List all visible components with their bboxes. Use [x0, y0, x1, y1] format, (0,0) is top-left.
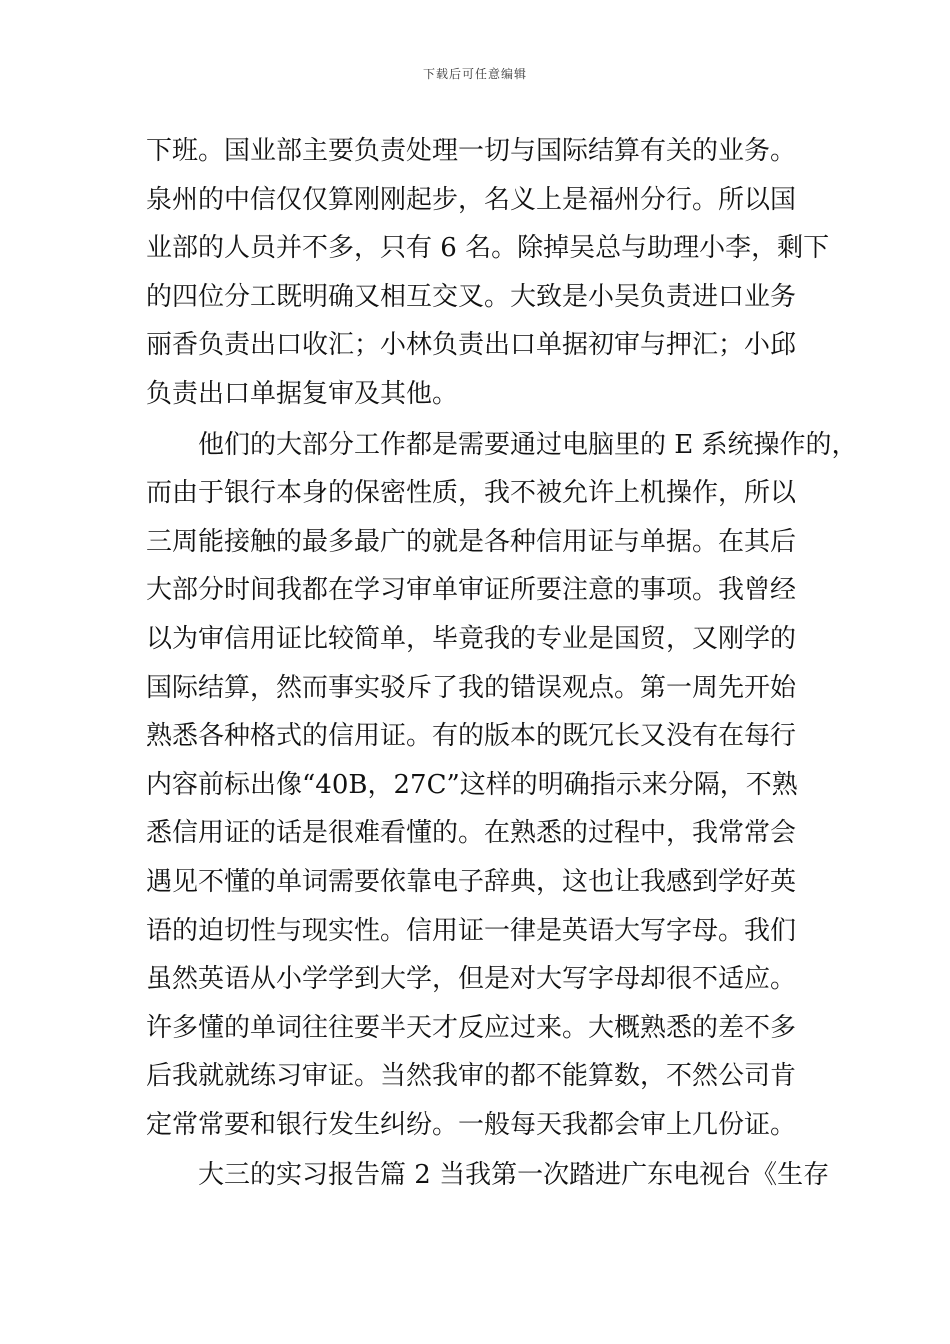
paragraph-2: [146, 421, 858, 1150]
text-line: 的四位分工既明确又相互交叉。大致是小吴负责进口业务: [146, 281, 797, 312]
text-line: 以为审信用证比较简单，毕竟我的专业是国贸，又刚学的: [146, 623, 797, 654]
text-line: 而由于银行本身的保密性质，我不被允许上机操作，所以: [146, 478, 797, 509]
text-line: 遇见不懂的单词需要依靠电子辞典，这也让我感到学好英: [146, 866, 797, 897]
page-header: 下载后可任意编辑: [422, 67, 527, 81]
text-line: 下班。国业部主要负责处理一切与国际结算有关的业务。: [146, 136, 797, 166]
text-line: 悉信用证的话是很难看懂的。在熟悉的过程中，我常常会: [146, 818, 797, 849]
text-line: 后我就就练习审证。当然我审的都不能算数，不然公司肯: [146, 1061, 797, 1092]
paragraph-3: [146, 1151, 836, 1200]
text-line: 内容前标出像“40B，27C”这样的明确指示来分隔，不熟: [146, 769, 798, 800]
text-line: 负责出口单据复审及其他。: [146, 378, 459, 409]
paragraph-1: [146, 127, 836, 419]
text-line: 泉州的中信仅仅算刚刚起步，名义上是福州分行。所以国: [146, 184, 797, 215]
text-line: 三周能接触的最多最广的就是各种信用证与单据。在其后: [146, 526, 797, 557]
document-body: [146, 127, 858, 1200]
text-line: 大部分时间我都在学习审单审证所要注意的事项。我曾经: [146, 575, 797, 606]
text-line: 虽然英语从小学学到大学，但是对大写字母却很不适应。: [146, 964, 797, 995]
text-line: 大三的实习报告篇 2 当我第一次踏进广东电视台《生存: [198, 1160, 830, 1191]
text-line: 业部的人员并不多，只有 6 名。除掉吴总与助理小李，剩下: [146, 233, 830, 264]
text-line: 熟悉各种格式的信用证。有的版本的既冗长又没有在每行: [146, 721, 797, 752]
text-line: 他们的大部分工作都是需要通过电脑里的 E 系统操作的，: [198, 429, 858, 460]
text-line: 语的迫切性与现实性。信用证一律是英语大写字母。我们: [146, 915, 797, 946]
text-line: 丽香负责出口收汇；小林负责出口单据初审与押汇；小邱: [146, 330, 797, 361]
text-line: 国际结算，然而事实驳斥了我的错误观点。第一周先开始: [146, 672, 797, 703]
text-line: 许多懂的单词往往要半天才反应过来。大概熟悉的差不多: [146, 1012, 797, 1043]
text-line: 定常常要和银行发生纠纷。一般每天我都会审上几份证。: [146, 1109, 797, 1140]
